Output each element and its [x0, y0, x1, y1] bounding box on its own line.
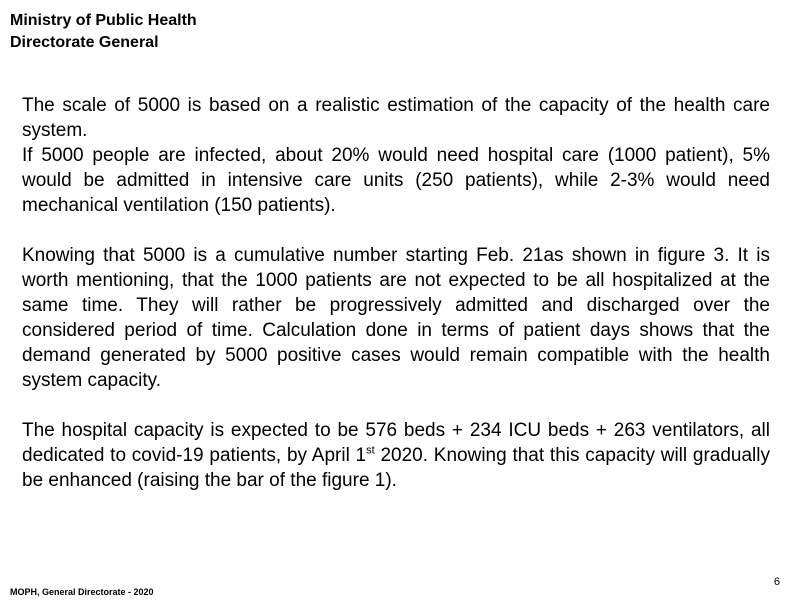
- slide-body: [22, 93, 770, 493]
- paragraph-capacity: [22, 418, 770, 493]
- slide-header: [10, 10, 197, 54]
- capacity-text-end: 2020. Knowing that this capacity will gradually be enhanced (raising the bar of the figure 1).: [22, 445, 770, 491]
- ordinal-suffix: st: [366, 444, 375, 457]
- page-number: 6: [773, 576, 780, 588]
- paragraph-spacer: [22, 218, 770, 243]
- paragraph-scale: The scale of 5000 is based on a realistic estimation of the capacity of the health care system.: [22, 95, 770, 141]
- paragraph-spacer: [22, 393, 770, 418]
- paragraph-infected: If 5000 people are infected, about 20% would need hospital care (1000 patient), 5% would be admitted in intensive care units (250 patients), while 2-3% would need mechanical ventilation (150 patients).: [22, 145, 770, 216]
- ministry-title: Ministry of Public Health: [10, 12, 197, 29]
- capacity-text-start: The hospital capacity is expected to be 576 beds + 234 ICU beds + 263 ventilators, all dedicated to covid-19 patients, by April 1: [22, 420, 770, 466]
- footer-source: MOPH, General Directorate - 2020: [10, 587, 154, 597]
- directorate-title: Directorate General: [10, 34, 159, 51]
- paragraph-cumulative: Knowing that 5000 is a cumulative number starting Feb. 21as shown in figure 3. It is worth mentioning, that the 1000 patients are not expected to be all hospitalized at the same time. They will rather be progressively admitted and discharged over the considered period of time. Calculation done in terms of patient days shows that the demand generated by 5000 positive cases would remain compatible with the health system capacity.: [22, 245, 770, 391]
